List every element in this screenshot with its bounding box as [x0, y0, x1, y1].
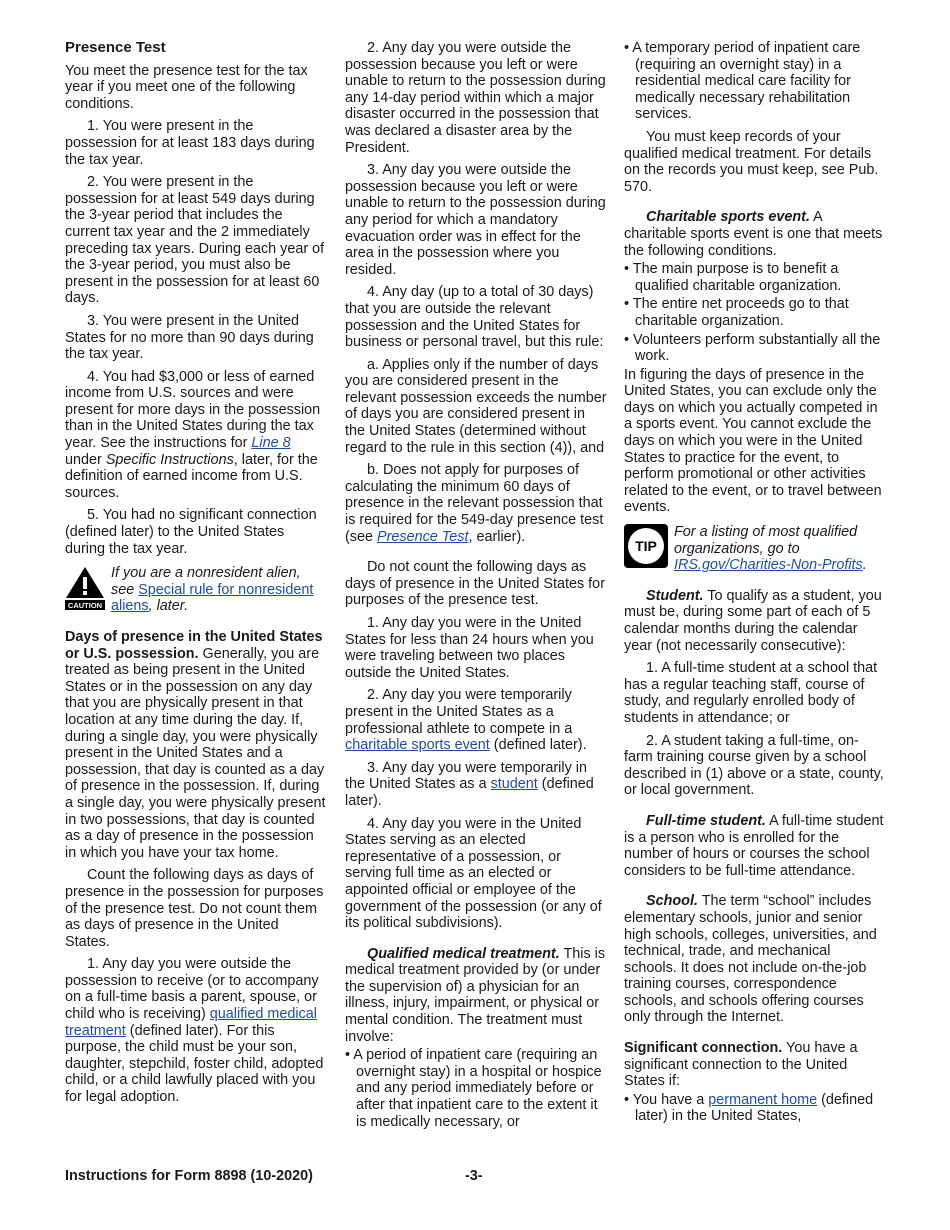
qualified-medical-treatment-link[interactable]: qualified medical treatment [65, 1006, 317, 1039]
irs-charities-link[interactable]: IRS.gov/Charities-Non-Profits [674, 557, 863, 574]
tip-label: TIP [635, 538, 657, 555]
day-rule-4: 4. Any day (up to a total of 30 days) that you are outside the relevant possession and the United States for business or personal travel, but this rule: [345, 284, 604, 351]
bullet-item: • A temporary period of inpatient care (requiring an overnight stay) in a residential medical care facility for medically necessary rehabilitation services. [624, 40, 861, 123]
caution-text: If you are a nonresident alien, see Special rule for nonresident aliens, later. [111, 565, 314, 615]
student-rule-1: 1. A full-time student at a school that has a regular teaching staff, course of study, and regularly enrolled body of students in attendance; or [624, 660, 878, 726]
student-paragraph: Student. To qualify as a student, you must be, during some part of each of 5 calendar months during the calendar year (not necessarily consecutive): [624, 587, 882, 654]
exclusion-3: 3. Any day you were temporarily in the United States as a student (defined later). [345, 759, 594, 809]
qualified-medical-treatment-paragraph: Qualified medical treatment. This is medical treatment provided by (or under the supervision of) a physician for an illness, injury, impairment, or physical or mental condition. The treatment must involve: [345, 945, 606, 1045]
qualified-medical-treatment-heading: Qualified medical treatment. [367, 945, 560, 962]
significant-connection-heading: Significant connection. [624, 1040, 783, 1057]
condition-4: 4. You had $3,000 or less of earned income from U.S. sources and were present for more days in the possession than in the United States during the tax year. See the instructions for Line 8 under Specific Instructions, later, for the definition of earned income from U.S. sources. [65, 368, 321, 501]
footer-form-title: Instructions for Form 8898 (10-2020) [65, 1168, 313, 1184]
bullet-icon: • [624, 1091, 630, 1108]
figuring-paragraph: In figuring the days of presence in the United States, you can exclude only the days on which you actually competed in a sports event. You cannot exclude the days on which you were in the United States to practice for the event, to perform promotional or other activities related to the event, or to travel between events. [624, 366, 882, 516]
day-rule-2: 2. Any day you were outside the possession because you left or were unable to return to the possession during any 14-day period within which a major disaster occurred in the possession that was declared a disaster area by the President. [345, 40, 606, 156]
exclusion-2: 2. Any day you were temporarily present in the United States as a professional athlete to compete in a charitable sports event (defined later). [345, 687, 587, 754]
bullet-icon: • [624, 261, 630, 278]
school-heading: School. [646, 893, 698, 910]
bullet-icon: • [624, 331, 630, 348]
days-of-presence-heading: Days of presence in the United States or U.S. possession. [65, 629, 323, 662]
bullet-item: • The entire net proceeds go to that charitable organization. [624, 296, 849, 329]
condition-2: 2. You were present in the possession for at least 549 days during the 3-year period that includes the current tax year and the 2 immediately preceding tax years. During each year of the 3-year period, you must also be present in the possession for at least 60 days. [65, 174, 325, 307]
tip-note [624, 524, 886, 574]
caution-label: CAUTION [67, 601, 103, 611]
charitable-sports-event-paragraph: Charitable sports event. A charitable sports event is one that meets the following conditions. [624, 209, 883, 259]
student-heading: Student. [646, 587, 704, 604]
rule-4a: a. Applies only if the number of days you are considered present in the relevant possession exceeds the number of days you are considered present in the United States (determined without regard to the rule in this section (4)), and [345, 356, 607, 456]
line-8-link[interactable]: Line 8 [251, 435, 291, 452]
tip-icon [624, 524, 668, 568]
caution-icon [65, 565, 105, 611]
bullet-item: • The main purpose is to benefit a qualified charitable organization. [624, 261, 842, 294]
charitable-sports-event-link[interactable]: charitable sports event [345, 737, 490, 754]
bullet-icon: • [624, 296, 630, 313]
bullet-item: • A period of inpatient care (requiring an overnight stay) in a hospital or hospice and any period immediately before or after that inpatient care to the extent it is medically necessary, or [345, 1047, 602, 1130]
condition-5: 5. You had no significant connection (defined later) to the United States during the tax year. [65, 507, 317, 557]
exclusion-4: 4. Any day you were in the United States serving as an elected representative of a possession, or serving full time as an elected or appointed official or employee of the government of the possession (or any of its political subdivisions). [345, 815, 602, 932]
records-paragraph: You must keep records of your qualified medical treatment. For details on the records you must keep, see Pub. 570. [624, 128, 879, 195]
bullet-item: • You have a permanent home (defined later) in the United States, [624, 1091, 874, 1125]
page-number: -3- [465, 1168, 483, 1184]
bullet-icon: • [624, 40, 630, 56]
count-days-paragraph: Count the following days as days of presence in the possession for purposes of the presence test. Do not count them as days of presence in the United States. [65, 867, 324, 950]
condition-1: 1. You were present in the possession for at least 183 days during the tax year. [65, 118, 315, 168]
student-link[interactable]: student [490, 776, 538, 793]
section-title-presence-test: Presence Test [65, 39, 166, 56]
bullet-icon: • [345, 1047, 351, 1064]
day-rule-1: 1. Any day you were outside the possession to receive (or to accompany on a full-time basis a parent, spouse, or child who is receiving) qualified medical treatment (defined later). For this purpose, the child must be your son, daughter, stepchild, foster child, adopted child, or a child lawfully placed with you for legal adoption. [65, 956, 324, 1106]
nonresident-aliens-link[interactable]: Special rule for nonresident aliens [111, 581, 314, 615]
presence-test-intro: You meet the presence test for the tax year if you meet one of the following conditions. [65, 62, 308, 112]
do-not-count-paragraph: Do not count the following days as days of presence in the United States for purposes of the presence test. [345, 559, 605, 609]
day-rule-3: 3. Any day you were outside the possession because you left or were unable to return to the possession during any period for which a mandatory evacuation order was in effect for the area in the possession where you resided. [345, 162, 606, 278]
charitable-sports-event-heading: Charitable sports event. [646, 209, 810, 226]
significant-connection-paragraph: Significant connection. You have a significant connection to the United States if: [624, 1040, 858, 1090]
caution-note [65, 565, 327, 615]
exclusion-1: 1. Any day you were in the United States for less than 24 hours when you were traveling between two places outside the United States. [345, 615, 594, 681]
permanent-home-link[interactable]: permanent home [708, 1091, 818, 1108]
days-of-presence-paragraph: Days of presence in the United States or U.S. possession. Generally, you are treated as being present in the United States or in the possession on any day that you are physically present in that location at any time during the day. If, during a single day, you were physically present in the United States and a possession, that day is counted as a day of presence in the possession. If, during a single day, you were physically present in two possessions, that day is counted as a day of presence in the possession in which you have your tax home. [65, 629, 326, 861]
school-paragraph: School. The term “school” includes elementary schools, junior and senior high schools, colleges, universities, and technical, trade, and mechanical schools. It does not include on-the-job training courses, correspondence schools, and schools offering courses only through the Internet. [624, 893, 877, 1026]
full-time-student-paragraph: Full-time student. A full-time student is a person who is enrolled for the number of hours or courses the school considers to be full-time attendance. [624, 812, 884, 879]
condition-3: 3. You were present in the United States for no more than 90 days during the tax year. [65, 312, 314, 363]
bullet-item: • Volunteers perform substantially all the work. [624, 331, 881, 365]
presence-test-link[interactable]: Presence Test [377, 528, 469, 545]
tip-text: For a listing of most qualified organizations, go to IRS.gov/Charities-Non-Profits. [674, 524, 867, 574]
student-rule-2: 2. A student taking a full-time, on-farm training course given by a school described in (1) above or a state, county, or local government. [624, 732, 884, 799]
column-2 [345, 40, 607, 1132]
rule-4b: b. Does not apply for purposes of calculating the minimum 60 days of presence in the relevant possession that is required for the 549-day presence test (see Presence Test, earlier). [345, 462, 604, 545]
column-1 [65, 40, 327, 1112]
full-time-student-heading: Full-time student. [646, 812, 766, 829]
column-3 [624, 40, 886, 1127]
